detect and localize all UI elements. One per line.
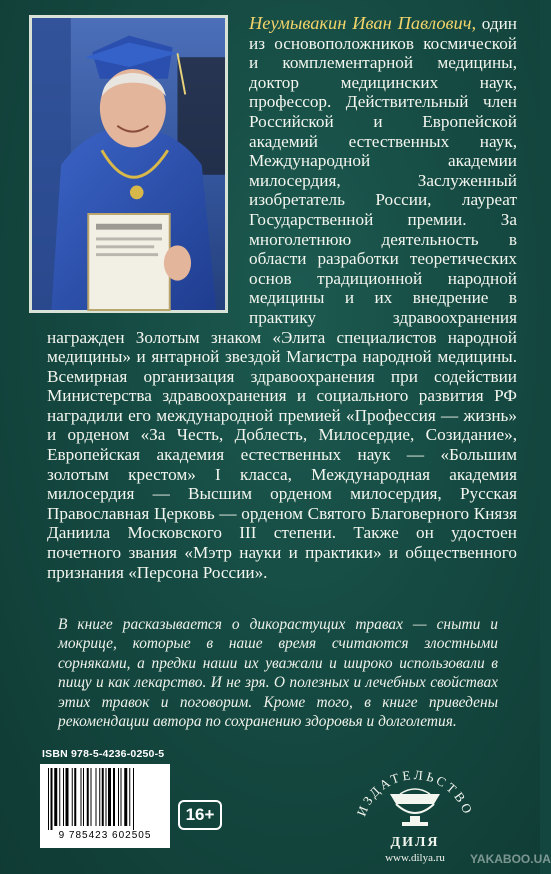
barcode-bar: [63, 768, 64, 826]
barcode-bar: [74, 768, 76, 826]
divider: [52, 603, 492, 604]
photo-spacer: [47, 14, 243, 320]
isbn-text: ISBN 978-5-4236-0250-5: [42, 748, 165, 760]
watermark: YAKABOO.UA: [470, 852, 551, 866]
barcode-bar: [66, 768, 69, 826]
barcode-bar: [108, 768, 111, 826]
barcode-bar: [106, 768, 107, 826]
barcode: [40, 764, 170, 848]
barcode-bar: [72, 768, 73, 826]
barcode-bar: [113, 768, 115, 826]
publisher-url[interactable]: www.dilya.ru: [385, 852, 445, 864]
barcode-bar: [81, 768, 82, 826]
book-annotation: В книге расказывается о дикорастущих травах — сныти и мокрице, которые в наше время считаются злостными сорняками, а предки наши их уважали и широко использовали в пищу и как лекарство. И не зря. О полезных и лечебных свойствах этих травок и поговорим. Кроме того, в книге приведены рекомендации автора по сохранению здоровья и долголетия.: [58, 616, 498, 731]
age-rating-badge: 16+: [178, 800, 222, 830]
isbn-block: [40, 748, 230, 848]
barcode-bar: [83, 768, 84, 826]
barcode-bar: [129, 768, 130, 826]
barcode-bar: [51, 768, 53, 830]
barcode-bar: [96, 768, 97, 826]
author-bio-text: один из основоположников космической и комплементарной медицины, доктор медицинских наук, профессор. Действительный член Российской и Европейской академий естественных наук, Международной академии милосердия, Заслуженный изобретатель России, лауреат Государственной премии. За многолетнюю деятельность в области разработки теоретических основ традиционной народной медицины и их внедрение в практику здравоохранения награжден Золотым знаком «Элита специалистов народной медицины» и янтарной звездой Магистра народной медицины. Всемирная организация здравоохранения при содействии Министерства здравоохранения и социального развития РФ наградили его международной премией «Профессия — жизнь» и орденом «За Честь, Доблесть, Милосердие, Созидание», Европейская академия естественных наук — «Большим золотым крестом» I класса, Международная академия милосердия — Высшим орденом милосердия, Русская Православная Церковь — орденом Святого Благоверного Князя Даниила Московского III степени. Также он удостоен почетного звания «Мэтр науки и практики» и общественного признания «Персона России».: [47, 14, 517, 582]
barcode-bar: [121, 768, 122, 826]
publisher-logo: [350, 742, 480, 867]
publisher-name: ДИЛЯ: [390, 835, 440, 850]
publisher-arc-text: ИЗДАТЕЛЬСТВО: [353, 767, 477, 819]
barcode-bar: [102, 768, 104, 826]
barcode-bar: [118, 768, 119, 826]
barcode-bar: [91, 768, 92, 826]
bowl-icon: [390, 794, 440, 804]
author-name: Неумывакин Иван Павлович,: [249, 13, 477, 33]
barcode-bar: [99, 768, 100, 826]
barcode-bar: [87, 768, 89, 826]
svg-text:ИЗДАТЕЛЬСТВО: [354, 767, 477, 818]
barcode-bar: [48, 768, 49, 830]
barcode-bar: [124, 768, 127, 826]
author-bio: [47, 14, 517, 582]
barcode-bar: [54, 768, 57, 826]
barcode-bar: [133, 768, 134, 830]
barcode-bars: [46, 768, 164, 830]
publisher-emblem: [350, 742, 480, 837]
barcode-digits: 9 785423 602505: [58, 830, 152, 841]
barcode-bar: [59, 768, 60, 826]
